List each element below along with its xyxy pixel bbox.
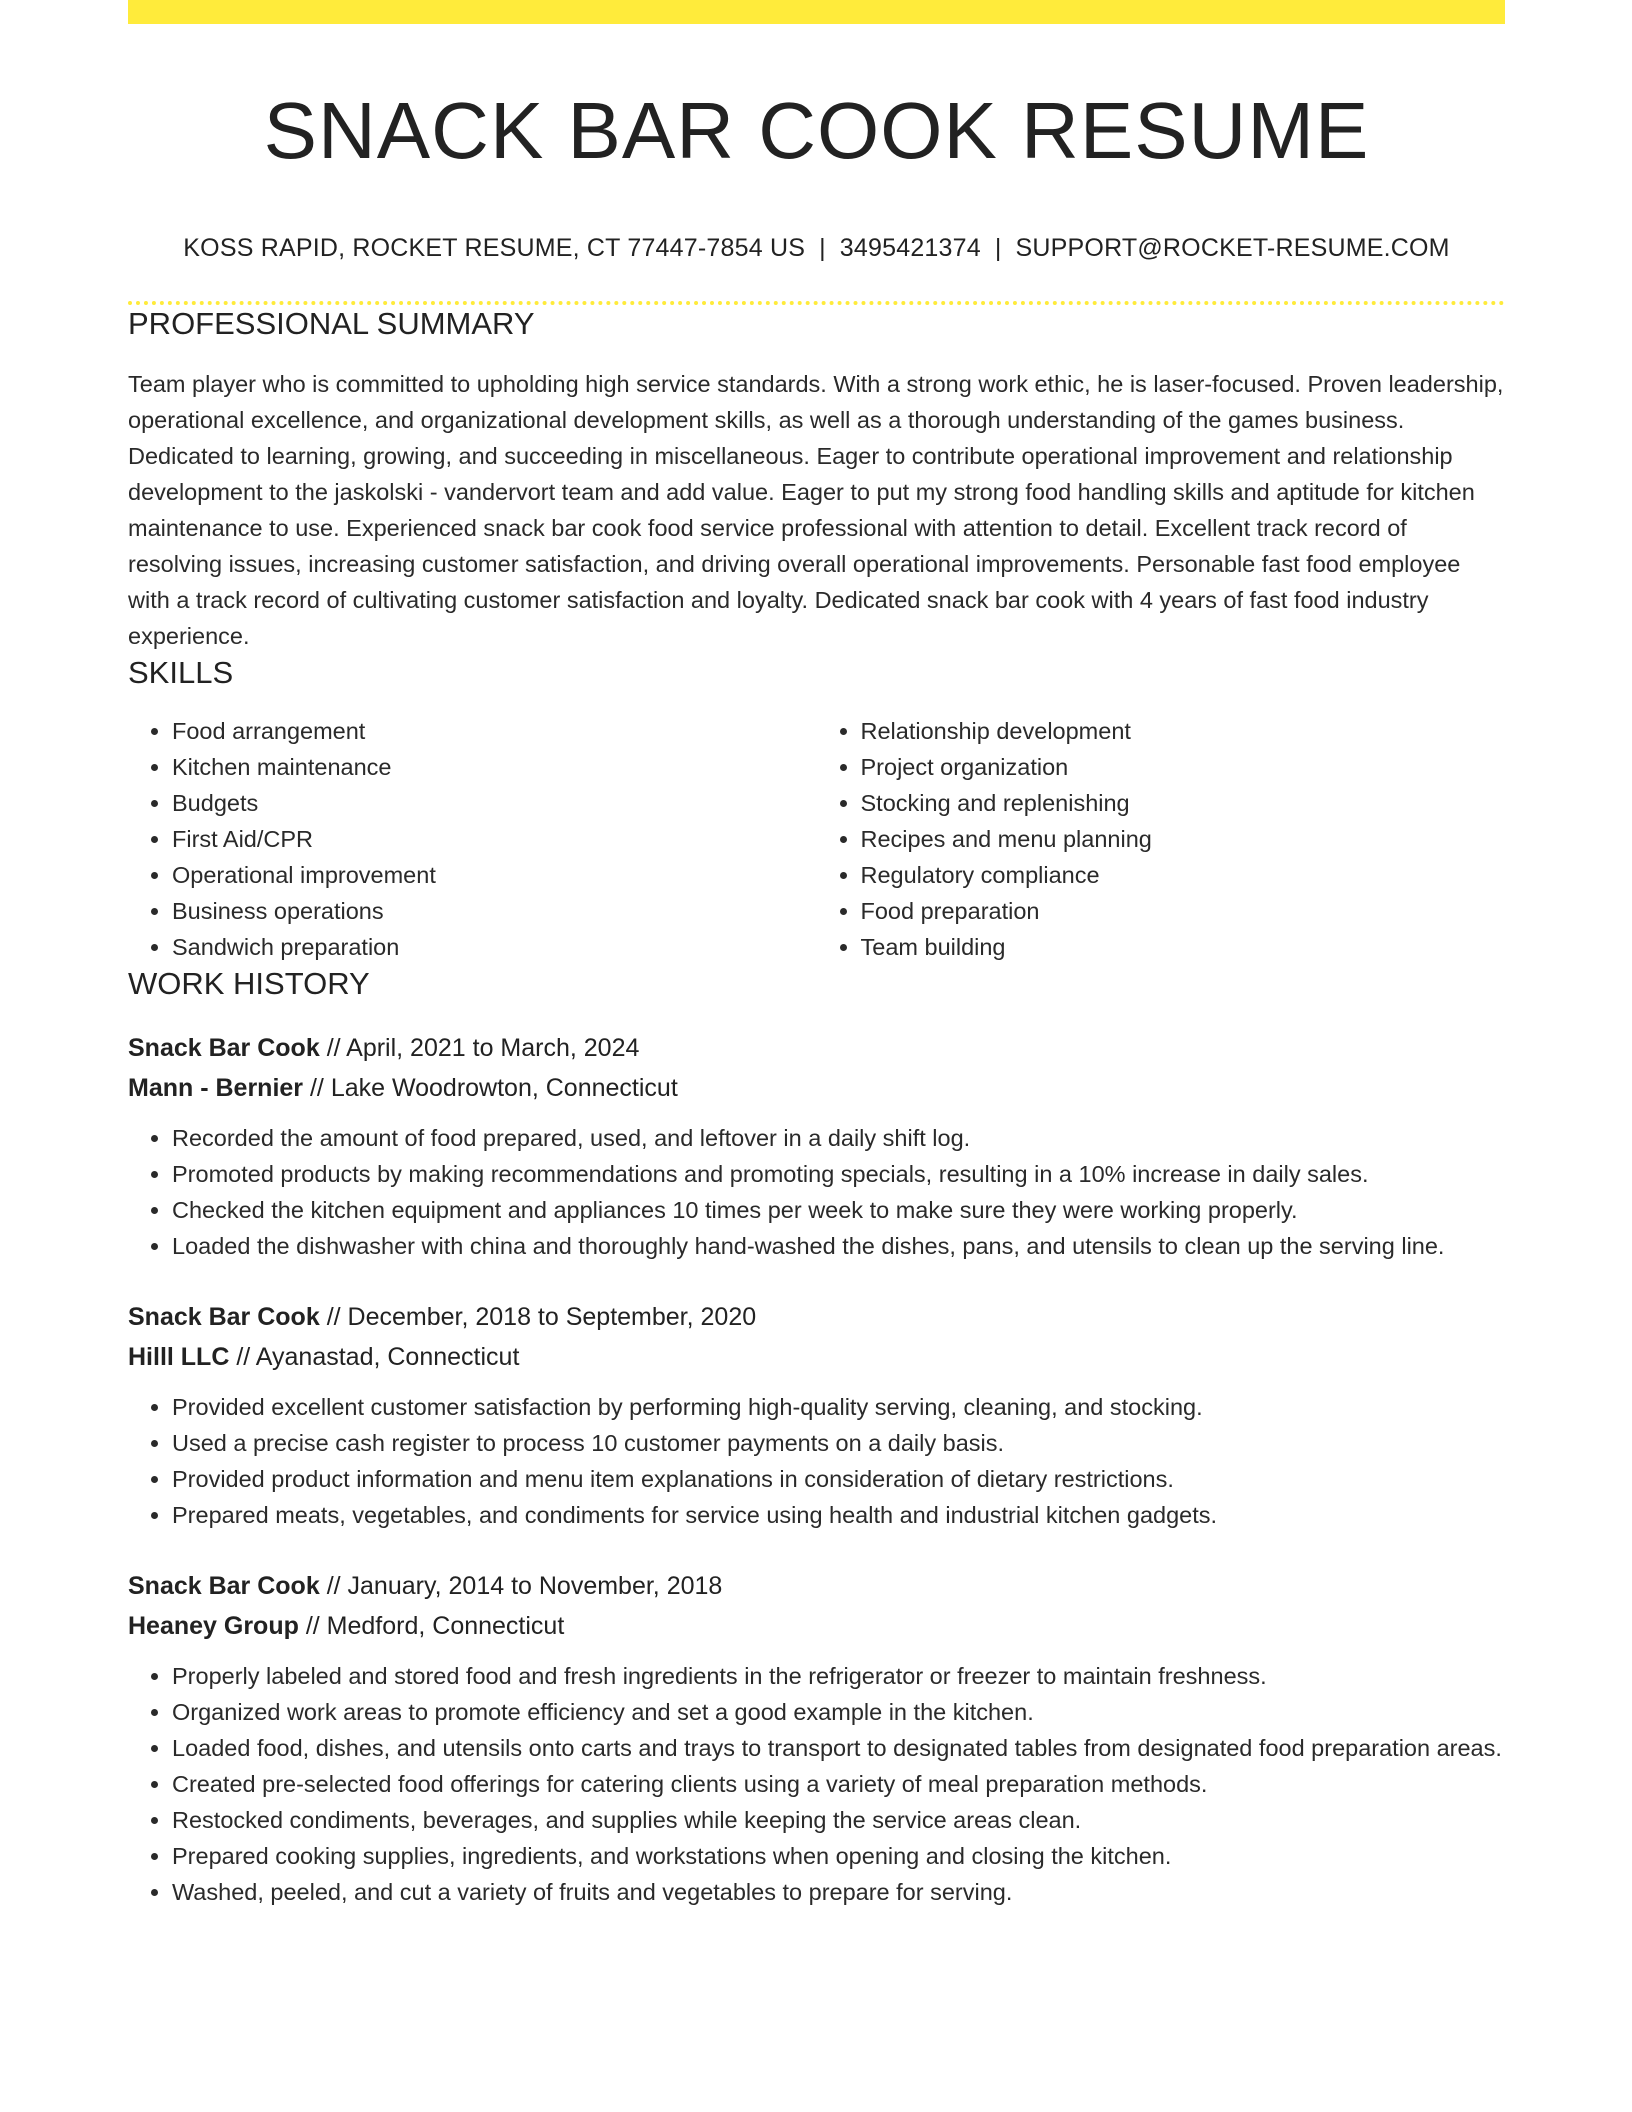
job-title: Snack Bar Cook [128, 1302, 320, 1331]
job-title-line [128, 1297, 1505, 1337]
job-title: Snack Bar Cook [128, 1571, 320, 1600]
skills-column-right [817, 713, 1506, 965]
job-dates: // January, 2014 to November, 2018 [319, 1571, 723, 1600]
contact-separator: | [819, 234, 826, 262]
duty-item: • Prepared meats, vegetables, and condiments for service using health and industrial kitchen gadgets. [172, 1497, 1505, 1533]
skill-item: • First Aid/CPR [172, 821, 817, 857]
skill-item: • Food arrangement [172, 713, 817, 749]
job-company-line [128, 1068, 1505, 1108]
skill-item: • Stocking and replenishing [861, 785, 1506, 821]
job-entry [128, 1566, 1505, 1910]
job-duties [128, 1389, 1505, 1533]
skill-item: • Regulatory compliance [861, 857, 1506, 893]
skill-item: • Business operations [172, 893, 817, 929]
duty-item: • Provided product information and menu item explanations in consideration of dietary restrictions. [172, 1461, 1505, 1497]
job-dates: // December, 2018 to September, 2020 [319, 1302, 757, 1331]
contact-line [128, 233, 1505, 263]
contact-separator: | [994, 234, 1002, 262]
skill-item: • Project organization [861, 749, 1506, 785]
duty-item: • Properly labeled and stored food and fresh ingredients in the refrigerator or freezer to maintain freshness. [172, 1658, 1505, 1694]
job-title-line [128, 1566, 1505, 1606]
job-title: Snack Bar Cook [128, 1033, 320, 1062]
skill-item: • Food preparation [861, 893, 1506, 929]
top-accent-bar [128, 0, 1505, 24]
summary-heading: PROFESSIONAL SUMMARY [128, 306, 535, 341]
skill-item: • Operational improvement [172, 857, 817, 893]
duty-item: • Organized work areas to promote efficiency and set a good example in the kitchen. [172, 1694, 1505, 1730]
job-location: // Medford, Connecticut [298, 1611, 565, 1640]
duty-item: • Checked the kitchen equipment and appliances 10 times per week to make sure they were working properly. [172, 1192, 1505, 1228]
job-title-line [128, 1028, 1505, 1068]
work-history-heading: WORK HISTORY [128, 966, 370, 1002]
duty-item: • Loaded food, dishes, and utensils onto carts and trays to transport to designated tables from designated food preparation areas. [172, 1730, 1505, 1766]
duty-item: • Recorded the amount of food prepared, used, and leftover in a daily shift log. [172, 1120, 1505, 1156]
job-entry [128, 1297, 1505, 1533]
skills-list [128, 713, 1505, 965]
job-company: Mann - Bernier [128, 1073, 304, 1102]
job-location: // Lake Woodrowton, Connecticut [303, 1073, 678, 1102]
skills-column-left [128, 713, 817, 965]
skill-item: • Sandwich preparation [172, 929, 817, 965]
contact-email: SUPPORT@ROCKET-RESUME.COM [1015, 234, 1450, 262]
job-company-line [128, 1606, 1505, 1646]
skill-item: • Kitchen maintenance [172, 749, 817, 785]
skill-item: • Budgets [172, 785, 817, 821]
job-company: Hilll LLC [128, 1342, 230, 1371]
job-company: Heaney Group [128, 1611, 299, 1640]
skill-item: • Relationship development [861, 713, 1506, 749]
duty-item: • Provided excellent customer satisfaction by performing high-quality serving, cleaning, and stocking. [172, 1389, 1505, 1425]
summary-text: Team player who is committed to upholding high service standards. With a strong work ethic, he is laser-focused. Proven leadership, operational excellence, and organizational development skills, as well as a thorough understanding of the games business. Dedicated to learning, growing, and succeeding in miscellaneous. Eager to contribute operational improvement and relationship development to the jaskolski - vandervort team and add value. Eager to put my strong food handling skills and aptitude for kitchen maintenance to use. Experienced snack bar cook food service professional with attention to detail. Excellent track record of resolving issues, increasing customer satisfaction, and driving overall operational improvements. Personable fast food employee with a track record of cultivating customer satisfaction and loyalty. Dedicated snack bar cook with 4 years of fast food industry experience. [128, 371, 1504, 650]
job-company-line [128, 1337, 1505, 1377]
duty-item: • Created pre-selected food offerings for catering clients using a variety of meal preparation methods. [172, 1766, 1505, 1802]
job-duties [128, 1658, 1505, 1910]
duty-item: • Washed, peeled, and cut a variety of fruits and vegetables to prepare for serving. [172, 1874, 1505, 1910]
duty-item: • Promoted products by making recommendations and promoting specials, resulting in a 10% increase in daily sales. [172, 1156, 1505, 1192]
contact-phone: 3495421374 [839, 234, 981, 262]
skill-item: • Recipes and menu planning [861, 821, 1506, 857]
skill-item: • Team building [861, 929, 1506, 965]
resume-title: SNACK BAR COOK RESUME [263, 86, 1370, 175]
job-entry [128, 1028, 1505, 1264]
skills-heading: SKILLS [128, 655, 234, 691]
duty-item: • Restocked condiments, beverages, and supplies while keeping the service areas clean. [172, 1802, 1505, 1838]
duty-item: • Prepared cooking supplies, ingredients, and workstations when opening and closing the kitchen. [172, 1838, 1505, 1874]
job-dates: // April, 2021 to March, 2024 [319, 1033, 640, 1062]
duty-item: • Loaded the dishwasher with china and thoroughly hand-washed the dishes, pans, and utensils to clean up the serving line. [172, 1228, 1505, 1264]
contact-address: KOSS RAPID, ROCKET RESUME, CT 77447-7854 US [183, 234, 806, 262]
job-duties [128, 1120, 1505, 1264]
job-location: // Ayanastad, Connecticut [229, 1342, 520, 1371]
duty-item: • Used a precise cash register to process 10 customer payments on a daily basis. [172, 1425, 1505, 1461]
